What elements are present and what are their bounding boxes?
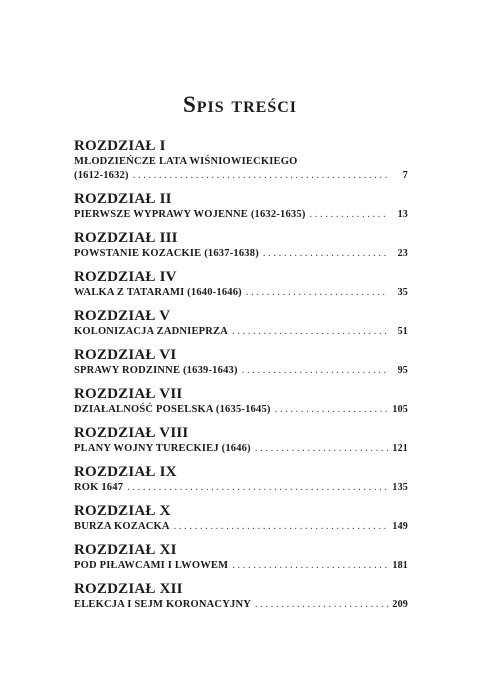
- toc-line: [74, 286, 408, 300]
- chapter-subtitle: WALKA Z TATARAMI (1640-1646): [74, 287, 242, 298]
- toc-line: [74, 442, 408, 456]
- chapter-label: ROZDZIAŁ II: [74, 191, 172, 207]
- toc-line: [74, 364, 408, 378]
- toc-entry-12: [74, 580, 408, 612]
- toc-entry-11: [74, 541, 408, 573]
- chapter-label: ROZDZIAŁ III: [74, 230, 178, 246]
- chapter-subtitle: ROK 1647: [74, 482, 124, 493]
- chapter-label: ROZDZIAŁ VII: [74, 386, 183, 402]
- page-number: 23: [397, 248, 408, 259]
- chapter-subtitle: KOLONIZACJA ZADNIEPRZA: [74, 326, 229, 337]
- toc-entry-5: [74, 307, 408, 339]
- page-number: 135: [392, 482, 408, 493]
- chapter-label: ROZDZIAŁ IX: [74, 464, 177, 480]
- dot-leader: [232, 325, 388, 339]
- dot-leader: [255, 598, 388, 612]
- dot-leader: [263, 247, 388, 261]
- chapter-subtitle: ELEKCJA I SEJM KORONACYJNY: [74, 599, 252, 610]
- chapter-label: ROZDZIAŁ VIII: [74, 425, 189, 441]
- toc-line: [74, 481, 408, 495]
- page-number: 209: [392, 599, 408, 610]
- toc-line: [74, 208, 408, 222]
- table-of-contents: [74, 137, 408, 619]
- chapter-subtitle: PLANY WOJNY TURECKIEJ (1646): [74, 443, 251, 454]
- toc-line: [74, 403, 408, 417]
- chapter-subtitle: SPRAWY RODZINNE (1639-1643): [74, 365, 238, 376]
- toc-line: [74, 325, 408, 339]
- chapter-subtitle: PIERWSZE WYPRAWY WOJENNE (1632-1635): [74, 209, 306, 220]
- chapter-label: ROZDZIAŁ IV: [74, 269, 177, 285]
- toc-line: [74, 598, 408, 612]
- chapter-label: ROZDZIAŁ VI: [74, 347, 177, 363]
- chapter-subtitle: POWSTANIE KOZACKIE (1637-1638): [74, 248, 259, 259]
- dot-leader: [242, 364, 388, 378]
- chapter-label: ROZDZIAŁ XII: [74, 581, 183, 597]
- chapter-subtitle-first-line: MŁODZIEŃCZE LATA WIŚNIOWIECKIEGO: [74, 156, 298, 167]
- chapter-subtitle: (1612-1632): [74, 170, 129, 181]
- toc-entry-4: [74, 268, 408, 300]
- page-number: 181: [392, 560, 408, 571]
- chapter-label: ROZDZIAŁ X: [74, 503, 171, 519]
- chapter-label: ROZDZIAŁ V: [74, 308, 171, 324]
- page-number: 7: [402, 170, 408, 181]
- dot-leader: [246, 286, 388, 300]
- dot-leader: [133, 169, 388, 183]
- dot-leader: [127, 481, 388, 495]
- toc-entry-10: [74, 502, 408, 534]
- chapter-subtitle: POD PIŁAWCAMI I LWOWEM: [74, 560, 229, 571]
- dot-leader: [174, 520, 388, 534]
- toc-line: [74, 169, 408, 183]
- page-number: 51: [397, 326, 408, 337]
- dot-leader: [310, 208, 388, 222]
- dot-leader: [275, 403, 388, 417]
- toc-line: [74, 247, 408, 261]
- dot-leader: [255, 442, 388, 456]
- toc-line: [74, 559, 408, 573]
- toc-entry-1: [74, 137, 408, 183]
- toc-entry-9: [74, 463, 408, 495]
- page-number: 95: [397, 365, 408, 376]
- chapter-label: ROZDZIAŁ XI: [74, 542, 177, 558]
- dot-leader: [232, 559, 388, 573]
- toc-entry-8: [74, 424, 408, 456]
- page-title: Spis treści: [182, 92, 298, 117]
- page-number: 121: [392, 443, 408, 454]
- page-number: 149: [392, 521, 408, 532]
- chapter-subtitle: BURZA KOZACKA: [74, 521, 170, 532]
- toc-line: [74, 520, 408, 534]
- toc-entry-7: [74, 385, 408, 417]
- chapter-subtitle: DZIAŁALNOŚĆ POSELSKA (1635-1645): [74, 404, 271, 415]
- toc-entry-2: [74, 190, 408, 222]
- page-number: 35: [397, 287, 408, 298]
- chapter-label: ROZDZIAŁ I: [74, 138, 166, 154]
- toc-entry-6: [74, 346, 408, 378]
- page-number: 105: [392, 404, 408, 415]
- toc-entry-3: [74, 229, 408, 261]
- page-number: 13: [397, 209, 408, 220]
